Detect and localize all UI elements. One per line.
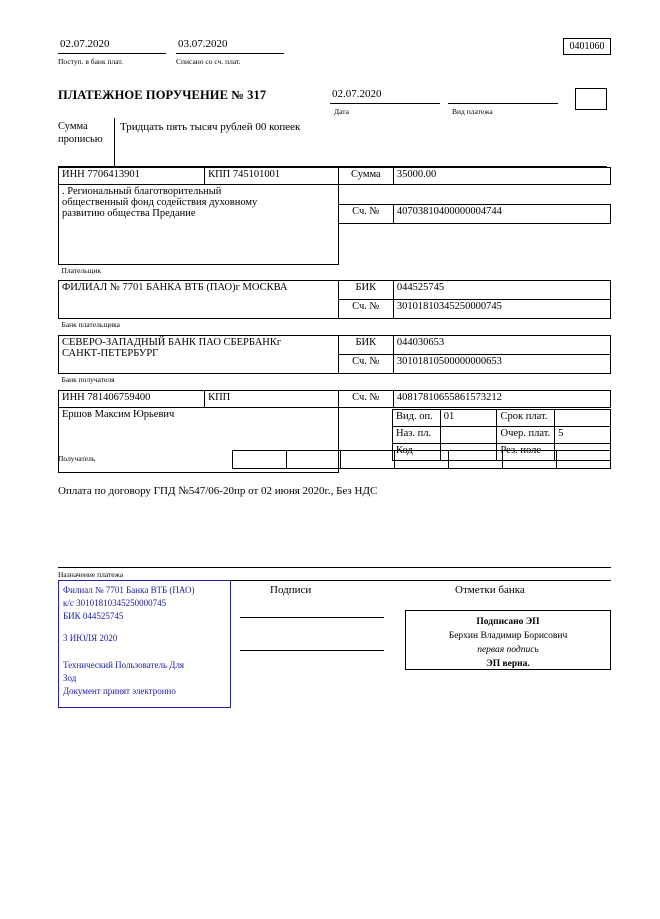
op-type-value: 01 <box>440 410 497 427</box>
doc-date-value: 02.07.2020 <box>330 88 440 104</box>
payer-kpp-label: КПП <box>208 169 231 180</box>
amount-words-label-1: Сумма <box>58 121 88 132</box>
bank-marks-caption: Отметки банка <box>455 584 525 596</box>
op-code-label: Код <box>393 444 441 461</box>
op-reserve-label: Рез. поле <box>497 444 555 461</box>
op-purpose-code-value <box>440 427 497 444</box>
payer-name-line-1: . Региональный благотворительный <box>62 186 222 197</box>
payee-inn-value: 781406759400 <box>87 392 151 403</box>
small-box-3 <box>341 451 395 469</box>
stamp-line-5: Технический Пользователь Для <box>63 660 185 670</box>
small-box-5 <box>449 451 503 469</box>
stamp-line-7: Документ принят электронно <box>63 686 176 696</box>
purpose-underline <box>58 567 611 568</box>
payee-name-cell: Ершов Максим Юрьевич <box>59 408 339 473</box>
incoming-date-label: Поступ. в банк плат. <box>58 57 123 66</box>
op-priority-label: Очер. плат. <box>497 427 555 444</box>
payer-bank-caption: Банк плательщика <box>61 320 120 329</box>
stamp-line-6: Зод <box>63 673 77 683</box>
payee-kpp-label: КПП <box>208 392 231 403</box>
payer-caption: Плательщик <box>61 265 101 275</box>
payer-kpp-cell <box>205 168 339 185</box>
payer-name-line-3: развитию общества Предание <box>62 208 196 219</box>
written-off-date-value: 03.07.2020 <box>176 38 284 54</box>
payer-bank-bik-label: БИК <box>338 281 393 300</box>
incoming-date-value: 02.07.2020 <box>58 38 166 54</box>
amount-words-divider <box>114 118 115 166</box>
payer-inn-label: ИНН <box>62 169 85 180</box>
stamp-line-4: 3 ИЮЛЯ 2020 <box>63 633 118 643</box>
small-box-6 <box>503 451 557 469</box>
signatures-caption: Подписи <box>270 584 312 596</box>
amount-label-cell: Сумма <box>338 168 393 185</box>
payer-bank-account-label: Сч. № <box>338 300 393 319</box>
payee-bank-caption: Банк получателя <box>61 375 115 384</box>
payer-account-label-cell: Сч. № <box>338 205 393 224</box>
payee-inn-label: ИНН <box>62 392 85 403</box>
amount-value-cell: 35000.00 <box>393 168 610 185</box>
op-type-label: Вид. оп. <box>393 410 441 427</box>
form-code: 0401060 <box>563 38 611 55</box>
payer-kpp-value: 745101001 <box>232 169 281 180</box>
op-term-label: Срок плат. <box>497 410 555 427</box>
op-purpose-code-label: Наз. пл. <box>393 427 441 444</box>
payee-account-label: Сч. № <box>338 391 393 408</box>
payer-bank-name-cell: ФИЛИАЛ № 7701 БАНКА ВТБ (ПАО)г МОСКВА <box>59 281 339 319</box>
payee-bank-name-cell <box>59 336 339 374</box>
purpose-caption: Назначение платежа <box>58 570 124 579</box>
payer-name-line-2: общественный фонд содействия духовному <box>62 197 258 208</box>
payee-bank-bik-value: 044030653 <box>393 336 610 355</box>
payer-inn-value: 7706413901 <box>87 169 140 180</box>
payer-inn-cell <box>59 168 205 185</box>
op-term-value <box>555 410 611 427</box>
stamp-line-3: БИК 044525745 <box>63 611 124 621</box>
payee-bank-name-line-1: СЕВЕРО-ЗАПАДНЫЙ БАНК ПАО СБЕРБАНКг <box>62 337 282 348</box>
bank-stamp-role: первая подпись <box>477 645 539 655</box>
small-box-7 <box>557 451 611 469</box>
amount-words-value: Тридцать пять тысяч рублей 00 копеек <box>120 121 301 133</box>
bottom-small-boxes <box>232 450 611 469</box>
payer-account-value-cell: 40703810400000004744 <box>393 205 610 224</box>
payee-bank-account-value: 30101810500000000653 <box>393 355 610 374</box>
payee-account-value: 40817810655861573212 <box>393 391 610 408</box>
payment-kind-label: Вид платежа <box>452 107 493 116</box>
bank-signature-stamp <box>405 610 611 670</box>
small-box-2 <box>287 451 341 469</box>
op-priority-value: 5 <box>555 427 611 444</box>
stamp-line-2: к/с 30101810345250000745 <box>63 598 167 608</box>
purpose-text: Оплата по договору ГПД №547/06-20пр от 02 июня 2020г., Без НДС <box>58 485 378 497</box>
payment-kind-value <box>448 88 558 104</box>
payment-kind-box <box>575 88 607 110</box>
stamp-line-1: Филиал № 7701 Банка ВТБ (ПАО) <box>63 585 195 595</box>
payee-caption: Получатель <box>58 454 96 463</box>
bank-stamp-verified: ЭП верна. <box>486 659 530 669</box>
payee-bank-name-line-2: САНКТ-ПЕТЕРБУРГ <box>62 348 159 359</box>
page-title: ПЛАТЕЖНОЕ ПОРУЧЕНИЕ № 317 <box>58 88 267 102</box>
payer-name-cell <box>59 185 339 265</box>
doc-date-label: Дата <box>334 107 349 116</box>
small-box-1 <box>233 451 287 469</box>
amount-words-label-2: прописью <box>58 134 103 145</box>
bank-stamp-title: Подписано ЭП <box>476 617 540 627</box>
bank-stamp-name: Берхин Владимир Борисович <box>448 631 568 641</box>
payee-bank-bik-label: БИК <box>338 336 393 355</box>
signature-line-2 <box>240 650 384 651</box>
signature-line-1 <box>240 617 384 618</box>
payer-bank-account-value: 30101810345250000745 <box>393 300 610 319</box>
electronic-stamp <box>58 580 231 708</box>
written-off-date-label: Списано со сч. плат. <box>176 57 241 66</box>
payee-kpp-cell <box>205 391 339 408</box>
payer-bank-bik-value: 044525745 <box>393 281 610 300</box>
payee-inn-cell <box>59 391 205 408</box>
small-box-4 <box>395 451 449 469</box>
payee-bank-account-label: Сч. № <box>338 355 393 374</box>
